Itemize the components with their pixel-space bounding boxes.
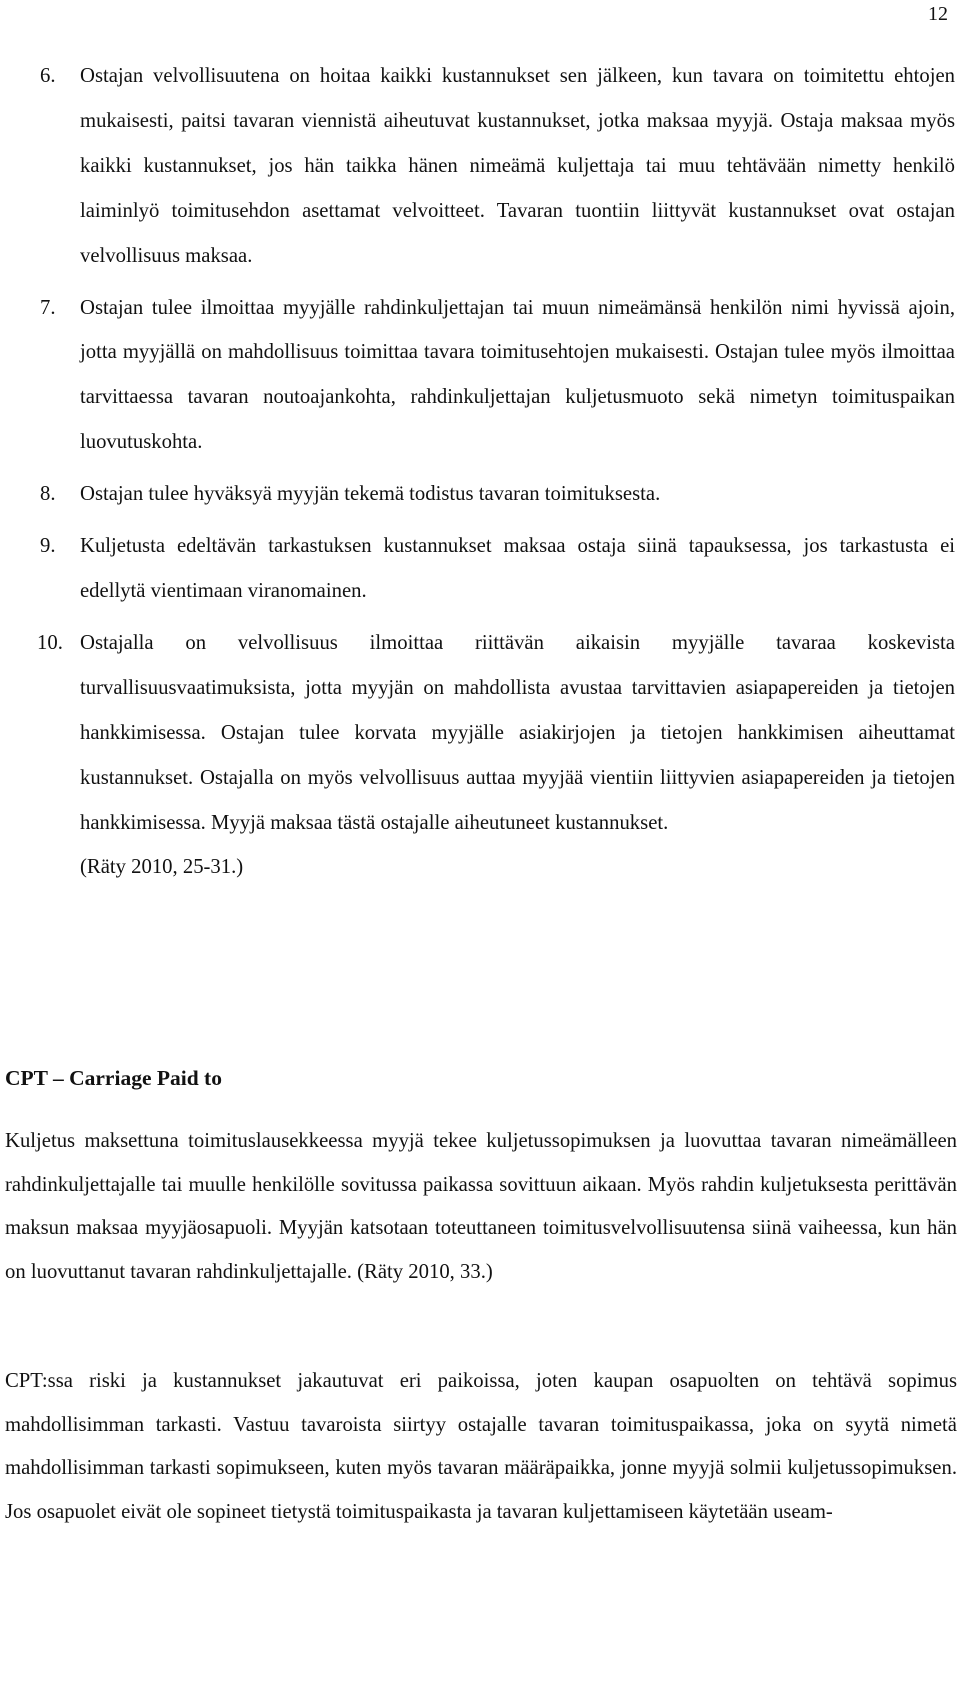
list-item-text: Ostajan tulee ilmoittaa myyjälle rahdinkuljettajan tai muun nimeämänsä henkilön nimi hyvissä ajoin, jotta myyjällä on mahdollisuus toimittaa tavara toimitusehtojen mukaisesti. Ostajan tulee myös ilmoittaa tarvittaessa tavaran noutoajankohta, rahdinkuljettajan kuljetusmuoto sekä nimetyn toimituspaikan luovutuskohta. bbox=[80, 296, 955, 454]
paragraph: Kuljetus maksettuna toimituslausekkeessa myyjä tekee kuljetussopimuksen ja luovuttaa tavaran nimeämälleen rahdinkuljettajalle tai muulle henkilölle sovitussa paikassa sovittuun aikaan. Myös rahdin kuljetuksesta perittävän maksun maksaa myyjäosapuoli. Myyjän katsotaan toteuttaneen toimitusvelvollisuutensa siinä vaiheessa, kun hän on luovuttanut tavaran rahdinkuljettajalle. (Räty 2010, 33.) bbox=[5, 1130, 957, 1284]
paragraph: CPT:ssa riski ja kustannukset jakautuvat eri paikoissa, joten kaupan osapuolten on tehtävä sopimus mahdollisimman tarkasti. Vastuu tavaroista siirtyy ostajalle tavaran toimituspaikassa, joka on syytä nimetä mahdollisimman tarkasti sopimukseen, kuten myös tavaran määräpaikka, jonne myyjä solmii kuljetussopimuksen. Jos osapuolet eivät ole sopineet tietystä toimituspaikasta ja tavaran kuljettamiseen käytetään useam- bbox=[5, 1370, 957, 1524]
list-item-number: 10. bbox=[37, 631, 63, 654]
list-item-number: 7. bbox=[40, 296, 56, 319]
citation: (Räty 2010, 25-31.) bbox=[80, 856, 244, 879]
page-number: 12 bbox=[928, 3, 948, 25]
list-item-number: 6. bbox=[40, 65, 56, 87]
list-item-number: 8. bbox=[40, 483, 56, 506]
list-item-number: 9. bbox=[40, 535, 56, 558]
list-item-text: Ostajan tulee hyväksyä myyjän tekemä todistus tavaran toimituksesta. bbox=[80, 483, 661, 506]
list-item-text: Kuljetusta edeltävän tarkastuksen kustannukset maksaa ostaja siinä tapauksessa, jos tarkastusta ei edellytä vientimaan viranomainen. bbox=[80, 535, 955, 602]
list-item bbox=[37, 621, 955, 890]
list-item-text: Ostajan velvollisuutena on hoitaa kaikki kustannukset sen jälkeen, kun tavara on toimitettu ehtojen mukaisesti, paitsi tavaran viennistä aiheutuvat kustannukset, jotka maksaa myyjä. Ostaja maksaa myös kaikki kustannukset, jos hän taikka hänen nimeämä kuljettaja tai muu tehtävään nimetty henkilö laiminlyö toimitusehdon asettamat velvoitteet. Tavaran tuontiin liittyvät kustannukset ovat ostajan velvollisuus maksaa. bbox=[80, 65, 955, 267]
list-item bbox=[40, 286, 955, 466]
obligations-list bbox=[37, 54, 955, 897]
section-heading: CPT – Carriage Paid to bbox=[5, 1066, 222, 1090]
list-item bbox=[40, 54, 955, 279]
list-item-text: Ostajalla on velvollisuus ilmoittaa riittävän aikaisin myyjälle tavaraa koskevista turvallisuusvaatimuksista, jotta myyjän on mahdollista avustaa tarvittavien asiapapereiden ja tietojen hankkimisessa. Ostajan tulee korvata myyjälle asiakirjojen ja tietojen hankkimisen aiheuttamat kustannukset. Ostajalla on myös velvollisuus auttaa myyjää vientiin liittyvien asiapapereiden ja tietojen hankkimisessa. Myyjä maksaa tästä ostajalle aiheutuneet kustannukset. bbox=[80, 631, 955, 834]
list-item bbox=[40, 524, 955, 614]
list-item bbox=[40, 472, 955, 517]
